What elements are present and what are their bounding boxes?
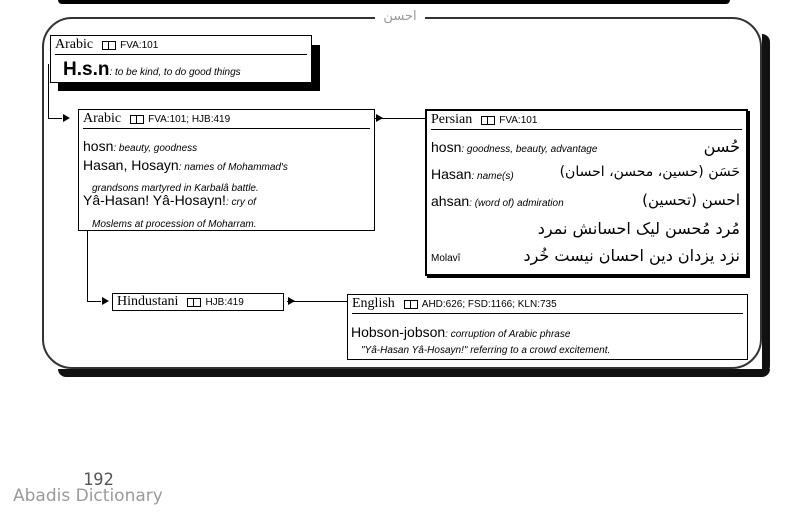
connector-hindustani-english: [287, 301, 347, 302]
hindustani-header: [117, 294, 279, 310]
persian-line-3: [431, 193, 564, 211]
arabic-gloss: Moslems at procession of Moharram.: [92, 219, 257, 230]
root-gloss: : to be kind, to do good things: [109, 67, 241, 78]
arabic-header: [83, 110, 370, 129]
hindustani-box: [112, 293, 284, 311]
persian-poem-line-2: نزد یزدان دین احسان نیست خُرد: [523, 246, 740, 265]
persian-gloss: : name(s): [471, 171, 514, 182]
persian-source: FVA:101: [499, 114, 538, 126]
english-headword: Hobson-jobson: [351, 324, 446, 340]
book-icon: [481, 116, 495, 125]
root-lang: Arabic: [55, 37, 94, 52]
root-headword: H.s.n: [63, 59, 110, 80]
english-lang: English: [352, 296, 395, 311]
persian-script-1: حُسن: [703, 137, 740, 156]
arabic-box: [78, 109, 375, 231]
english-box: [347, 294, 748, 360]
english-source: AHD:626; FSD:1166; KLN:735: [421, 298, 557, 310]
english-header: [352, 295, 743, 314]
arrow-to-english: [288, 297, 295, 305]
root-box: [50, 35, 312, 83]
root-source: FVA:101: [120, 39, 159, 51]
arabic-line-5: [92, 214, 257, 232]
page-number: 192: [83, 470, 114, 490]
frame-shadow-bottom: [58, 369, 770, 377]
arabic-gloss: grandsons martyred in Karbalâ battle.: [92, 183, 259, 194]
persian-lang: Persian: [431, 112, 473, 127]
persian-poem-line-1: مُرد مُحسن لیک احسانش نمرد: [537, 219, 740, 238]
book-icon: [404, 300, 418, 309]
arrow-to-arabic: [63, 114, 70, 122]
persian-poet: Molavî: [431, 253, 461, 264]
hindustani-source: HJB:419: [205, 296, 244, 308]
book-icon: [102, 41, 116, 50]
arabic-line-2: [83, 157, 288, 175]
arabic-gloss: : cry of: [225, 197, 256, 208]
persian-line-2: [431, 166, 514, 184]
arabic-gloss: : beauty, goodness: [113, 143, 198, 154]
arabic-gloss: : names of Mohammad's: [178, 162, 288, 173]
persian-line-1: [431, 139, 597, 157]
persian-box: [425, 109, 748, 276]
top-watermark: احسن: [375, 8, 425, 26]
arabic-source: FVA:101; HJB:419: [148, 113, 231, 125]
persian-headword: ahsan: [431, 193, 470, 209]
persian-gloss: : goodness, beauty, advantage: [461, 144, 598, 155]
arrow-to-persian: [376, 114, 383, 122]
arrow-to-hindustani: [102, 297, 109, 305]
english-line-1: [351, 324, 570, 342]
connector-root-down: [48, 64, 49, 119]
connector-to-hindustani: [87, 301, 101, 302]
persian-header: [431, 111, 742, 130]
persian-script-2: حَسَن (حسین، محسن، احسان): [559, 164, 740, 180]
arabic-headword: Hasan, Hosayn: [83, 157, 179, 173]
connector-arabic-down: [87, 230, 88, 302]
hindustani-lang: Hindustani: [117, 294, 179, 309]
root-row: [63, 59, 241, 81]
top-border-bar: [58, 0, 730, 4]
arabic-lang: Arabic: [83, 111, 122, 126]
book-icon: [187, 298, 201, 307]
root-header: [55, 36, 307, 55]
book-icon: [130, 115, 144, 124]
arabic-line-1: [83, 138, 197, 156]
persian-script-3: احسن (تحسین): [642, 191, 740, 209]
brand-watermark: Abadis Dictionary: [13, 486, 163, 506]
arabic-headword: hosn: [83, 138, 114, 154]
connector-root-right: [48, 118, 62, 119]
persian-gloss: : (word of) admiration: [469, 198, 564, 209]
arabic-line-4: [83, 192, 256, 210]
persian-headword: hosn: [431, 139, 462, 155]
persian-headword: Hasan: [431, 166, 472, 182]
frame-shadow-right: [762, 34, 770, 374]
english-gloss: : corruption of Arabic phrase: [445, 329, 571, 340]
arabic-headword: Yâ-Hasan! Yâ-Hosayn!: [83, 192, 226, 208]
english-line-2: "Yâ-Hasan Yâ-Hosayn!" referring to a crowd excitement.: [361, 345, 611, 356]
